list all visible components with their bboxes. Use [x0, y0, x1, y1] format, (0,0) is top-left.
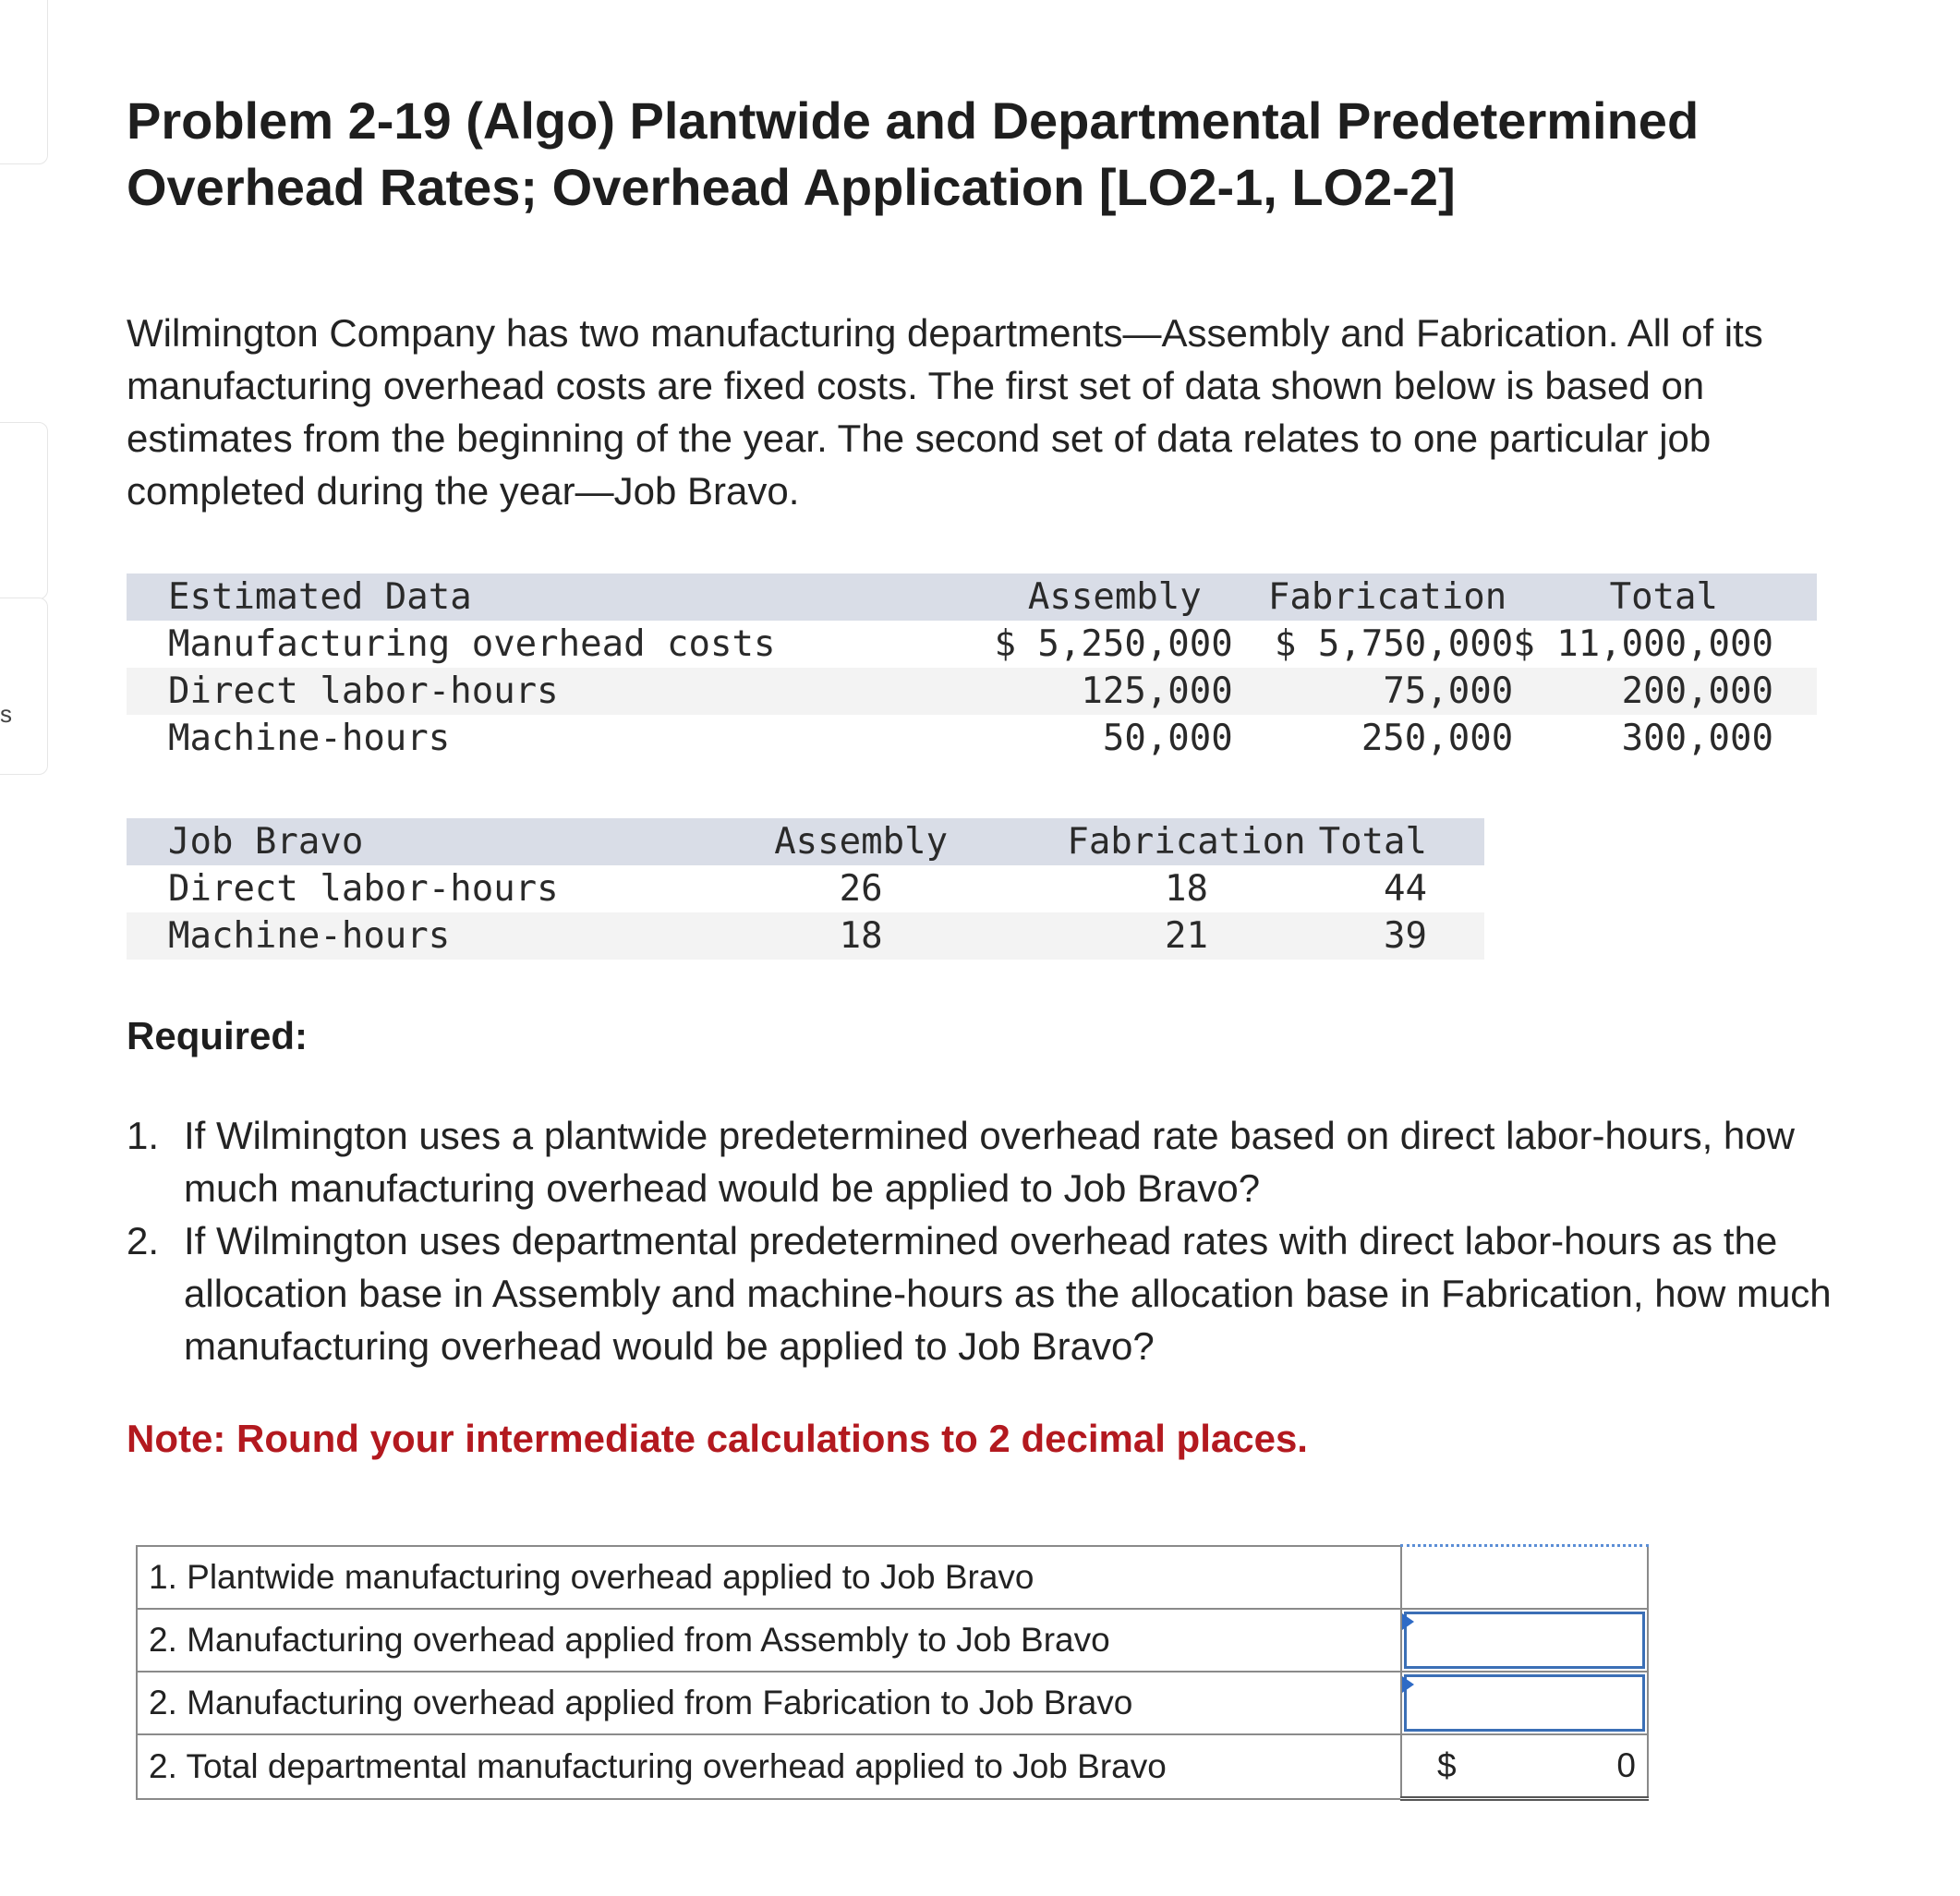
- answer-label: 1. Plantwide manufacturing overhead applied to Job Bravo: [137, 1546, 1401, 1610]
- list-item-text: If Wilmington uses a plantwide predetermined overhead rate based on direct labor-hours, how much manufacturing overhead would be applied to Job Bravo?: [184, 1114, 1795, 1210]
- input-marker-icon: [1402, 1676, 1414, 1693]
- table-cell: 26: [839, 868, 883, 910]
- problem-intro: Wilmington Company has two manufacturing departments—Assembly and Fabrication. All of its manufacturing overhead costs are fixed costs. The first set of data shown below is based on estimates from the beginning of the year. The second set of data relates to one particular job completed during the year—Job Bravo.: [127, 311, 1763, 513]
- answer-row: [137, 1672, 1648, 1734]
- total-value: 0: [1616, 1746, 1636, 1784]
- page-title: Problem 2-19 (Algo) Plantwide and Departmental Predetermined Overhead Rates; Overhead Application [LO2-1, LO2-2]: [127, 91, 1700, 216]
- plantwide-overhead-input[interactable]: [1401, 1546, 1648, 1610]
- sidebar-card-middle: [0, 422, 48, 599]
- column-header: Job Bravo: [168, 821, 364, 863]
- column-header: Estimated Data: [168, 576, 472, 618]
- row-label: Manufacturing overhead costs: [168, 623, 776, 665]
- table-cell: 39: [1384, 915, 1427, 957]
- table-cell: $ 5,250,000: [994, 623, 1233, 665]
- table-cell: 50,000: [1102, 718, 1233, 759]
- column-header: Total: [1318, 821, 1427, 863]
- currency-symbol: $: [1437, 1746, 1457, 1784]
- table-cell: 18: [839, 915, 883, 957]
- answer-label: 2. Total departmental manufacturing overhead applied to Job Bravo: [137, 1734, 1401, 1799]
- row-label: Machine-hours: [168, 915, 451, 957]
- answer-row: [137, 1546, 1648, 1610]
- table-row: [127, 912, 1484, 960]
- column-header: Assembly: [1027, 576, 1202, 618]
- answer-label: 2. Manufacturing overhead applied from Fabrication to Job Bravo: [137, 1672, 1401, 1734]
- sidebar-partial-label: s: [0, 700, 12, 728]
- table-cell: $ 11,000,000: [1513, 623, 1773, 665]
- row-label: Machine-hours: [168, 718, 451, 759]
- rounding-note: Note: Round your intermediate calculations to 2 decimal places.: [127, 1417, 1308, 1460]
- column-header: Fabrication: [1067, 821, 1306, 863]
- answer-label: 2. Manufacturing overhead applied from Assembly to Job Bravo: [137, 1609, 1401, 1672]
- table-row: [127, 865, 1484, 912]
- answer-row: [137, 1609, 1648, 1672]
- sidebar-card-bottom: [0, 598, 48, 775]
- required-heading: Required:: [127, 1014, 309, 1057]
- table-cell: 21: [1165, 915, 1208, 957]
- table-cell: 125,000: [1081, 670, 1233, 712]
- table-cell: 75,000: [1383, 670, 1514, 712]
- list-item: [127, 1109, 1845, 1214]
- list-item: [127, 1214, 1845, 1372]
- column-header: Total: [1609, 576, 1718, 618]
- job-bravo-table: [127, 818, 1484, 960]
- table-cell: 200,000: [1621, 670, 1773, 712]
- table-row: [127, 621, 1817, 668]
- answer-table: [136, 1544, 1649, 1801]
- answer-row: [137, 1734, 1648, 1799]
- column-header: Assembly: [774, 821, 949, 863]
- assembly-overhead-input[interactable]: [1404, 1612, 1645, 1669]
- column-header: Fabrication: [1267, 576, 1507, 618]
- table-cell: 44: [1384, 868, 1427, 910]
- list-item-number: 2.: [127, 1219, 160, 1262]
- table-cell: 300,000: [1621, 718, 1773, 759]
- fabrication-overhead-input[interactable]: [1404, 1674, 1645, 1732]
- table-header-row: [127, 574, 1817, 621]
- table-cell: 250,000: [1361, 718, 1514, 759]
- assembly-overhead-cell: [1401, 1609, 1648, 1672]
- table-header-row: [127, 818, 1484, 865]
- total-departmental-overhead: [1401, 1734, 1648, 1799]
- row-label: Direct labor-hours: [168, 868, 559, 910]
- table-row: [127, 715, 1817, 762]
- sidebar-card-top: [0, 0, 48, 164]
- list-item-text: If Wilmington uses departmental predetermined overhead rates with direct labor-hours as the allocation base in Assembly and machine-hours as the allocation base in Fabrication, how much manufacturing overhead would be applied to Job Bravo?: [184, 1219, 1832, 1368]
- input-marker-icon: [1402, 1613, 1414, 1630]
- estimated-data-table: [127, 574, 1817, 762]
- table-row: [127, 668, 1817, 715]
- row-label: Direct labor-hours: [168, 670, 559, 712]
- list-item-number: 1.: [127, 1114, 160, 1157]
- table-cell: $ 5,750,000: [1274, 623, 1514, 665]
- fabrication-overhead-cell: [1401, 1672, 1648, 1734]
- table-cell: 18: [1165, 868, 1208, 910]
- required-list: [127, 1109, 1845, 1372]
